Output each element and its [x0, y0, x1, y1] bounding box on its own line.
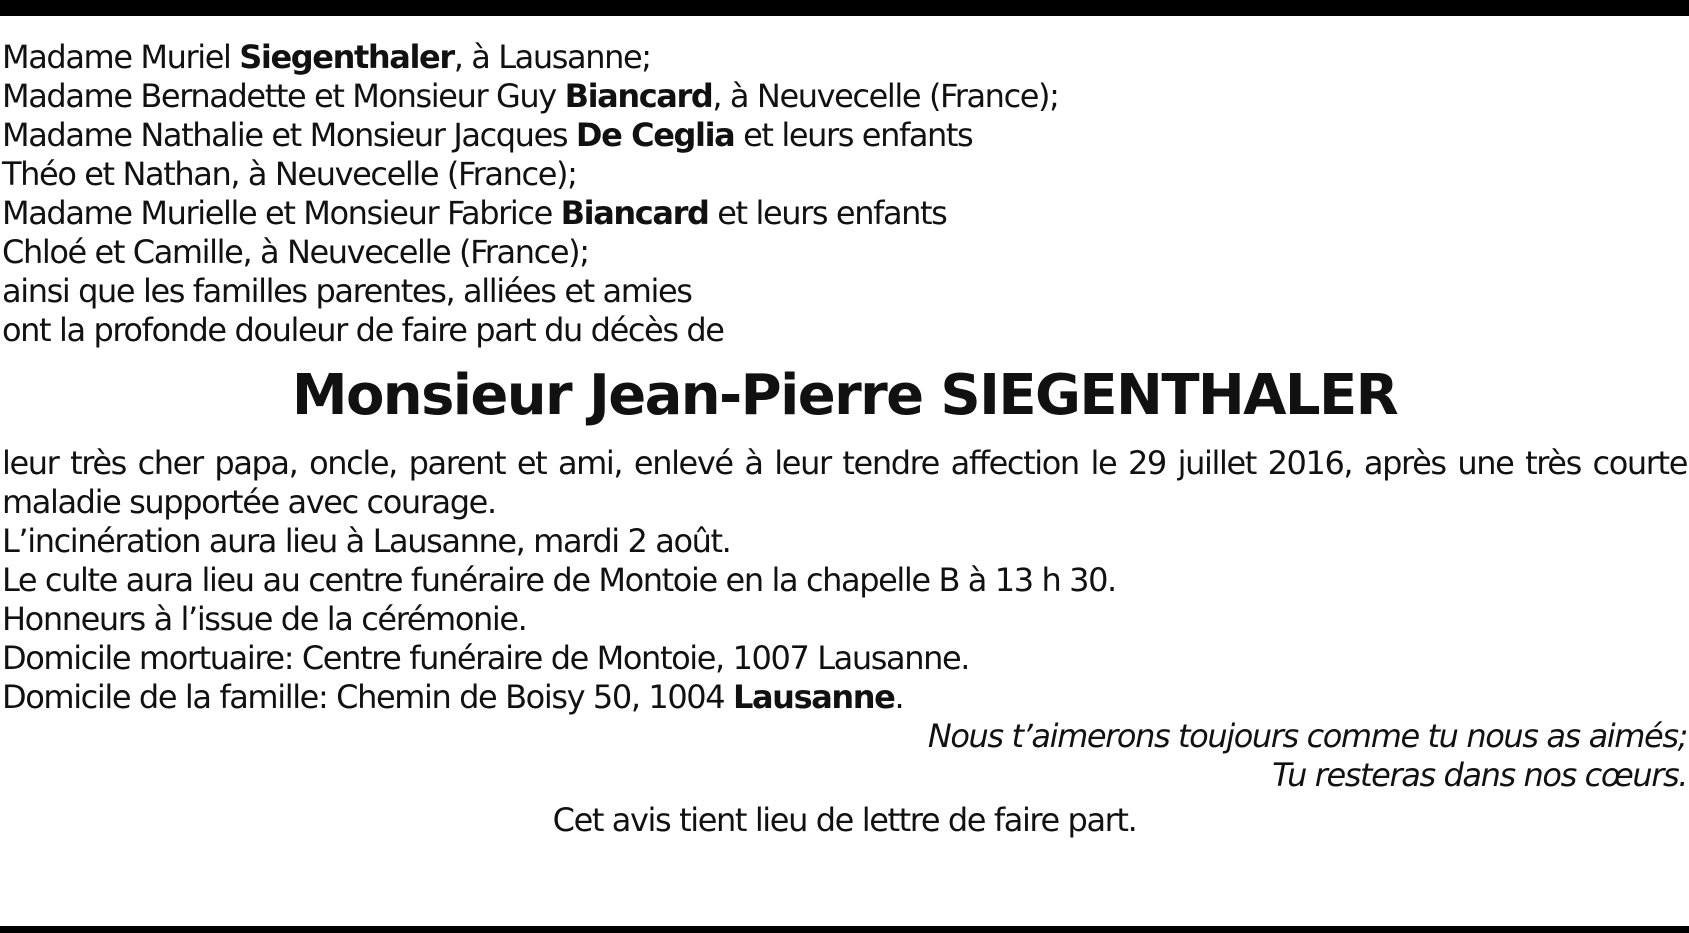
- tribute-line: maladie supportée avec courage.: [2, 483, 496, 521]
- family-line: [2, 272, 1687, 311]
- tribute-paragraph: [2, 444, 1687, 522]
- family-address: [2, 678, 1687, 717]
- family-line: [2, 155, 1687, 194]
- family-line-text: ainsi que les familles parentes, alliées et amies: [2, 272, 692, 310]
- top-rule: [0, 0, 1689, 16]
- family-surname: Siegenthaler: [239, 38, 454, 76]
- deceased-name: Monsieur Jean-Pierre SIEGENTHALER: [291, 363, 1398, 428]
- family-line-text: Théo et Nathan, à Neuvecelle (France);: [2, 155, 577, 193]
- family-line: [2, 116, 1687, 155]
- family-line: [2, 194, 1687, 233]
- family-surname: Biancard: [564, 77, 713, 115]
- tribute-line: leur très cher papa, oncle, parent et ami, enlevé à leur tendre affection le 29 juillet 2016, après une très courte: [2, 444, 1687, 482]
- cremation-info: L’incinération aura lieu à Lausanne, mardi 2 août.: [2, 522, 731, 560]
- family-line-text: ont la profonde douleur de faire part du décès de: [2, 311, 724, 349]
- family-line-text: Madame Nathalie et Monsieur Jacques: [2, 116, 576, 154]
- family-address-text: .: [894, 678, 904, 716]
- family-line: [2, 38, 1687, 77]
- family-line-text: Madame Murielle et Monsieur Fabrice: [2, 194, 561, 232]
- obituary-notice: [2, 38, 1687, 840]
- family-line-text: et leurs enfants: [708, 194, 947, 232]
- honours-info: Honneurs à l’issue de la cérémonie.: [2, 600, 527, 638]
- family-line-text: , à Neuvecelle (France);: [712, 77, 1059, 115]
- closing-note: Cet avis tient lieu de lettre de faire part.: [552, 801, 1137, 839]
- family-line-text: et leurs enfants: [734, 116, 973, 154]
- family-line-text: Madame Muriel: [2, 38, 240, 76]
- family-line: [2, 77, 1687, 116]
- service-info: Le culte aura lieu au centre funéraire de Montoie en la chapelle B à 13 h 30.: [2, 561, 1116, 599]
- family-line-text: , à Lausanne;: [453, 38, 651, 76]
- bottom-rule: [0, 926, 1689, 933]
- family-address-city: Lausanne: [733, 678, 895, 716]
- announcement-line: [2, 311, 1687, 350]
- family-surname: Biancard: [560, 194, 709, 232]
- family-address-text: Domicile de la famille: Chemin de Boisy 50, 1004: [2, 678, 733, 716]
- family-surname: De Ceglia: [575, 116, 735, 154]
- family-line-text: Chloé et Camille, à Neuvecelle (France);: [2, 233, 589, 271]
- family-line: [2, 233, 1687, 272]
- quote-line: Nous t’aimerons toujours comme tu nous as aimés;: [927, 717, 1687, 755]
- family-line-text: Madame Bernadette et Monsieur Guy: [2, 77, 565, 115]
- quote-line: Tu resteras dans nos cœurs.: [1272, 756, 1687, 794]
- mortuary-address: Domicile mortuaire: Centre funéraire de Montoie, 1007 Lausanne.: [2, 639, 970, 677]
